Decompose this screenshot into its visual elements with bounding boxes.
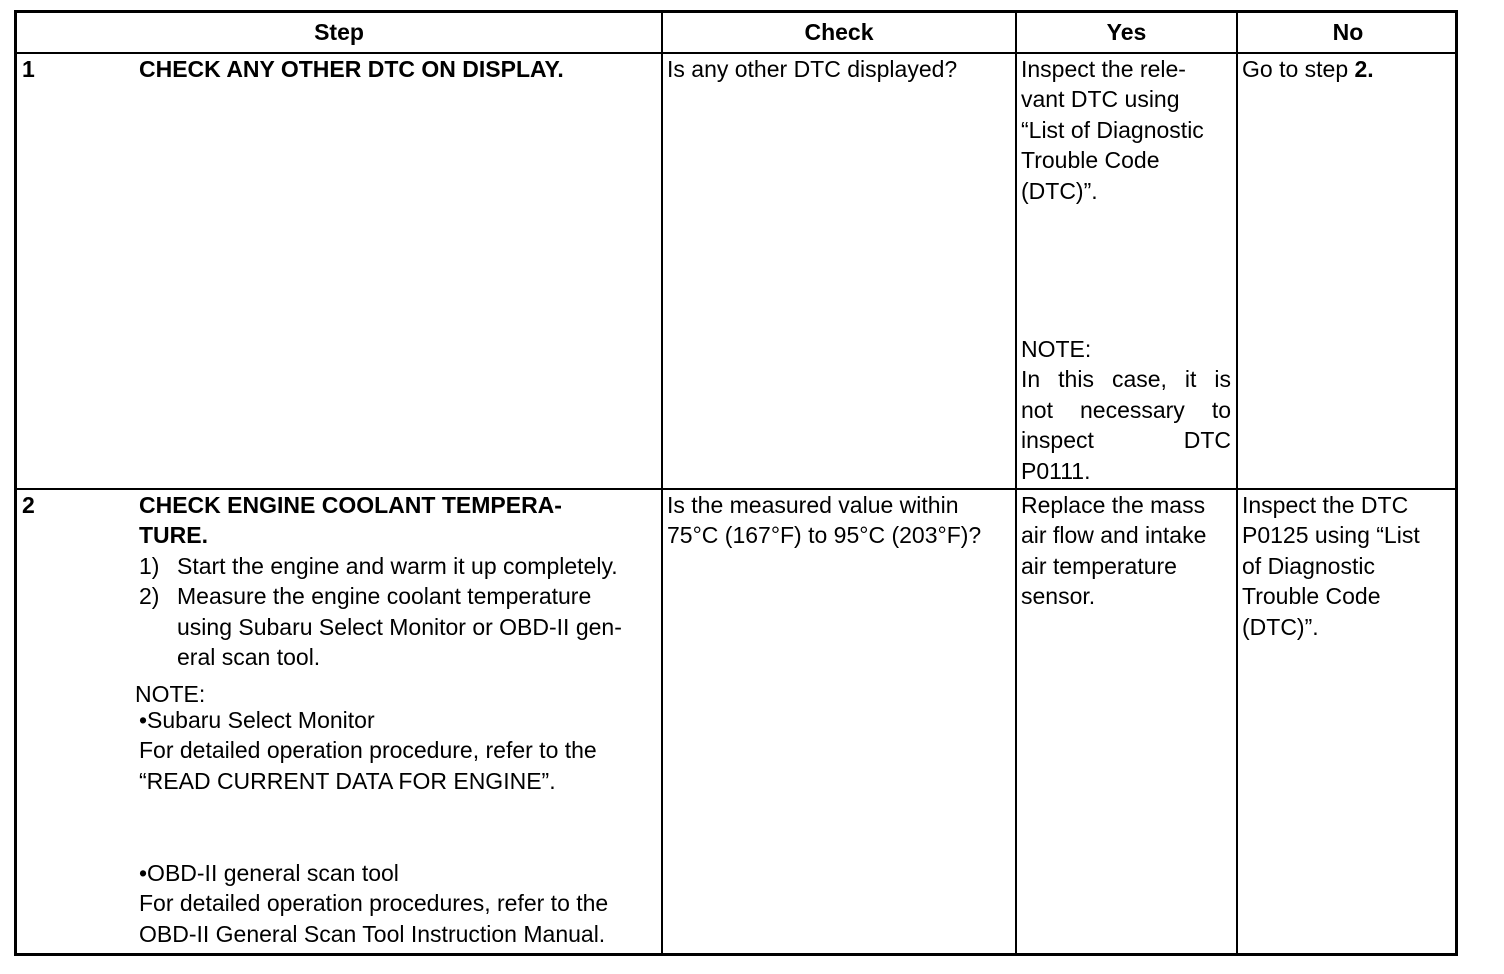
note-select-monitor: •Subaru Select Monitor For detailed operation procedure, refer to the “READ CURRENT DATA FOR ENGINE”. bbox=[139, 707, 597, 794]
check-question: Is any other DTC displayed? bbox=[667, 56, 958, 82]
diagnostic-table bbox=[14, 10, 1458, 956]
step-number: 2 bbox=[22, 492, 35, 518]
no-action: Go to step 2. bbox=[1242, 56, 1374, 82]
yes-action: Replace the mass air flow and intake air temperature sensor. bbox=[1021, 492, 1207, 610]
step-number: 1 bbox=[22, 56, 35, 82]
step-title: CHECK ANY OTHER DTC ON DISPLAY. bbox=[139, 56, 564, 82]
header-step: Step bbox=[314, 19, 364, 45]
header-yes: Yes bbox=[1106, 19, 1147, 45]
yes-action: Inspect the rele- vant DTC using “List of Diagnostic Trouble Code (DTC)”. bbox=[1021, 56, 1204, 204]
note-scan-tool: •OBD-II general scan tool For detailed operation procedures, refer to the OBD-II General Scan Tool Instruction Manual. bbox=[139, 860, 609, 947]
no-action: Inspect the DTC P0125 using “List of Diagnostic Trouble Code (DTC)”. bbox=[1242, 492, 1420, 640]
step-content: CHECK ENGINE COOLANT TEMPERA- TURE. 1) Start the engine and warm it up completely. 2) Measure the engine coolant temperature using Subaru Select Monitor or OBD-II gen- eral scan tool. bbox=[139, 490, 659, 672]
column-divider bbox=[1236, 13, 1238, 953]
header-no: No bbox=[1332, 19, 1364, 45]
yes-note: NOTE: In this case, it is not necessary to inspect DTC P0111. bbox=[1021, 336, 1231, 484]
procedure-step: 1) Start the engine and warm it up completely. bbox=[139, 552, 618, 579]
column-divider bbox=[661, 13, 663, 953]
step-note: NOTE: bbox=[135, 681, 206, 707]
column-divider bbox=[1015, 13, 1017, 953]
check-question: Is the measured value within 75°C (167°F) to 95°C (203°F)? bbox=[667, 492, 982, 549]
header-check: Check bbox=[804, 19, 874, 45]
procedure-step: 2) Measure the engine coolant temperature using Subaru Select Monitor or OBD-II gen- eral scan tool. bbox=[139, 583, 622, 671]
